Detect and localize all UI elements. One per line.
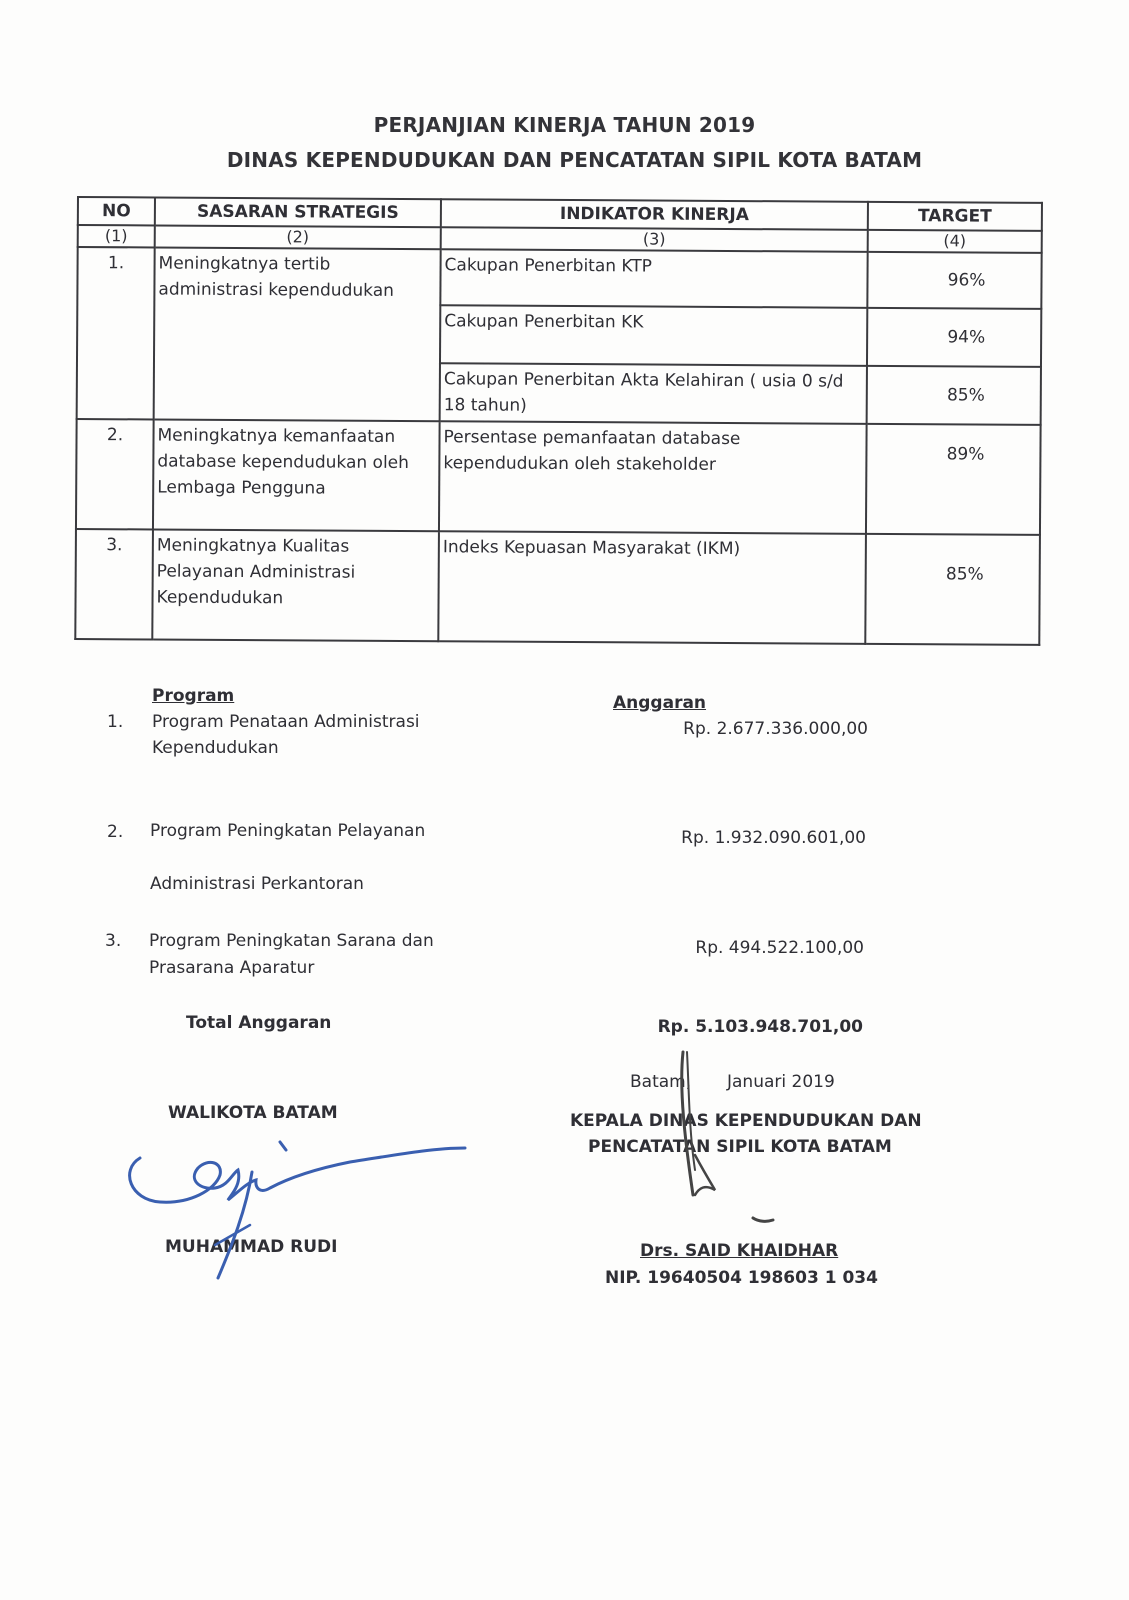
right-signer-title-line2: PENCATATAN SIPIL KOTA BATAM (588, 1137, 892, 1157)
left-signer-name: MUHAMMAD RUDI (165, 1237, 338, 1257)
row-target: 89% (866, 424, 1041, 535)
row-indikator: Cakupan Penerbitan KTP (440, 249, 867, 308)
row-no: 3. (75, 529, 153, 639)
mayor-signature (120, 1130, 480, 1290)
anggaran-heading: Anggaran (613, 693, 707, 713)
program-name-line1: Program Penataan Administrasi (152, 712, 420, 732)
right-signer-nip: NIP. 19640504 198603 1 034 (605, 1268, 878, 1288)
document-title-line2: DINAS KEPENDUDUKAN DAN PENCATATAN SIPIL KOTA BATAM (226, 148, 923, 172)
right-signer-title-line1: KEPALA DINAS KEPENDUDUKAN DAN (570, 1111, 922, 1131)
row-indikator: Indeks Kepuasan Masyarakat (IKM) (438, 531, 866, 644)
program-name-line2: Kependudukan (152, 738, 279, 758)
table-row (75, 529, 1040, 645)
subheader-2: (2) (155, 225, 441, 249)
row-target: 96% (867, 252, 1041, 309)
row-indikator: Cakupan Penerbitan KK (440, 305, 867, 366)
total-label: Total Anggaran (186, 1013, 332, 1033)
program-name-line2: Prasarana Aparatur (149, 958, 315, 978)
program-name-line1: Program Peningkatan Sarana dan (149, 931, 434, 951)
place: Batam, (630, 1072, 692, 1092)
row-no: 1. (77, 247, 155, 419)
subheader-3: (3) (441, 227, 868, 252)
left-signer-title: WALIKOTA BATAM (168, 1103, 338, 1123)
document-title-line1: PERJANJIAN KINERJA TAHUN 2019 (373, 113, 756, 137)
row-target: 85% (865, 534, 1040, 645)
program-amount: Rp. 494.522.100,00 (695, 938, 864, 958)
header-sasaran: SASARAN STRATEGIS (155, 197, 441, 227)
row-no: 2. (76, 419, 154, 529)
head-signature (675, 1050, 785, 1230)
row-sasaran: Meningkatnya Kualitas Pelayanan Administrasi Kependudukan (152, 529, 439, 641)
total-amount: Rp. 5.103.948.701,00 (657, 1017, 863, 1037)
row-target: 94% (867, 308, 1041, 367)
table-row (77, 247, 1041, 309)
header-target: TARGET (868, 202, 1042, 231)
row-indikator: Persentase pemanfaatan database kependudukan oleh stakeholder (439, 421, 867, 534)
program-name-line2: Administrasi Perkantoran (150, 874, 364, 894)
row-sasaran: Meningkatnya tertib administrasi kependudukan (154, 247, 441, 421)
program-number: 3. (105, 931, 122, 951)
header-indikator: INDIKATOR KINERJA (441, 199, 868, 230)
program-name-line1: Program Peningkatan Pelayanan (150, 821, 426, 841)
program-amount: Rp. 1.932.090.601,00 (681, 828, 866, 848)
performance-table (74, 196, 1043, 646)
row-indikator: Cakupan Penerbitan Akta Kelahiran ( usia 0 s/d 18 tahun) (440, 363, 867, 424)
date: Januari 2019 (727, 1072, 835, 1092)
subheader-4: (4) (868, 230, 1042, 253)
right-signer-name: Drs. SAID KHAIDHAR (640, 1241, 839, 1261)
program-number: 1. (107, 712, 124, 732)
row-sasaran: Meningkatnya kemanfaatan database kependudukan oleh Lembaga Pengguna (153, 419, 440, 531)
header-no: NO (78, 197, 155, 225)
table-row (76, 419, 1041, 535)
program-number: 2. (107, 822, 124, 842)
row-target: 85% (867, 366, 1041, 425)
program-heading: Program (152, 686, 235, 706)
subheader-1: (1) (78, 225, 155, 247)
program-amount: Rp. 2.677.336.000,00 (683, 719, 868, 739)
